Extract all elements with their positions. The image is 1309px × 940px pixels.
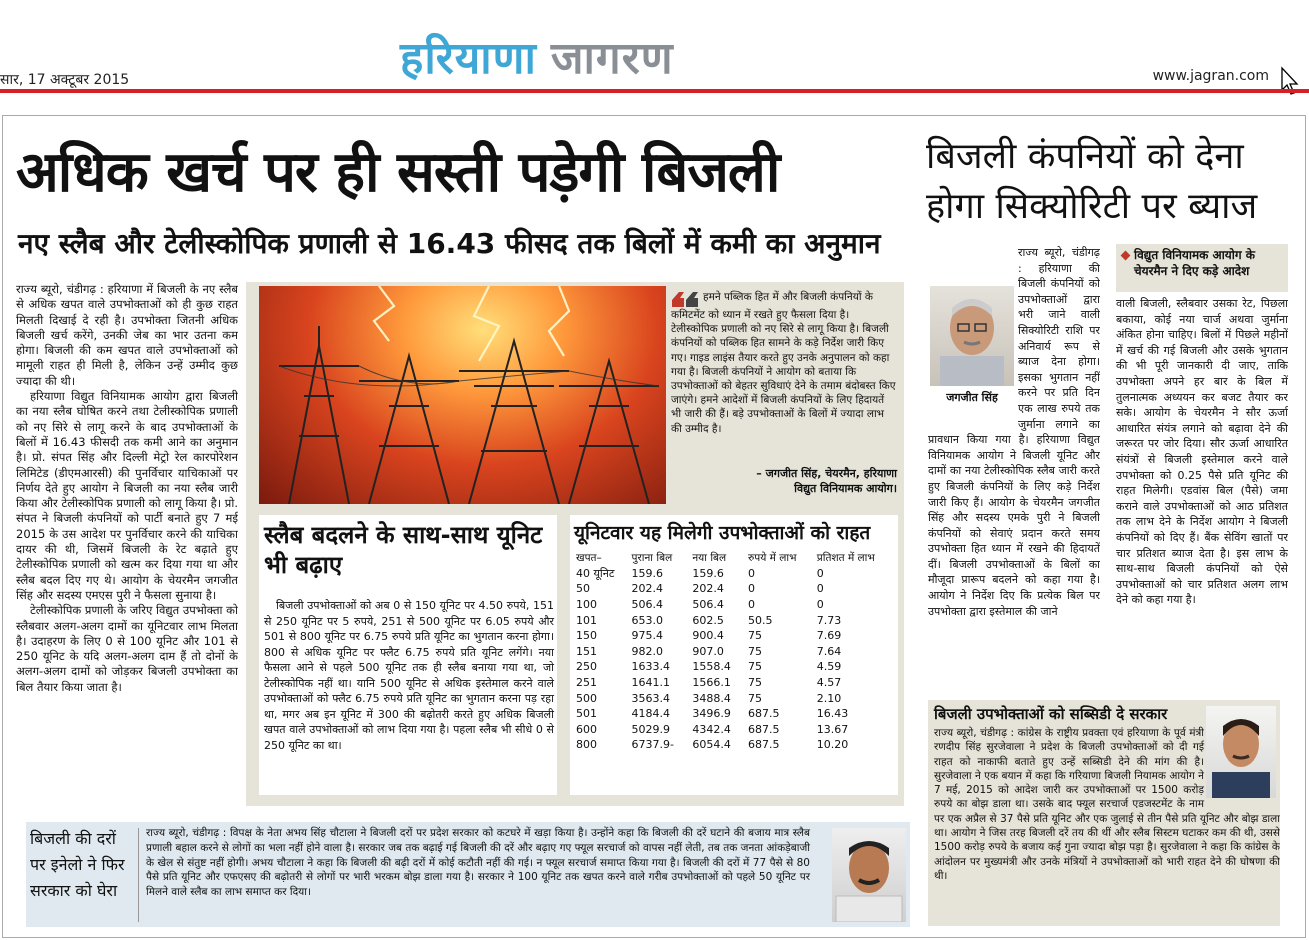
table-cell: 40 यूनिट [576, 566, 615, 580]
left-paragraph-1: राज्य ब्यूरो, चंडीगढ़ : हरियाणा में बिजली के नए स्लैब से अधिक खपत वाले उपभोक्ताओं को ही कुछ राहत मिलती दिखाई दे रही है। उपभोक्ता जितनी अधिक बिजली खर्च करेंगे, उनकी जेब का भार उतना कम होगा। बिजली की कम खपत वाले उपभोक्ताओं को मामूली राहत ही मिली है, लेकिन उन्हें उम्मीद कुछ ज्यादा की थी। [16, 282, 238, 388]
table-cell: 0 [816, 598, 824, 612]
table-cell: 75 [748, 629, 763, 643]
table-row [574, 581, 896, 597]
table-cell: 75 [748, 676, 763, 690]
table-cell: 159.6 [692, 566, 724, 580]
table-row [574, 737, 896, 753]
website-link[interactable]: www.jagran.com [1152, 68, 1269, 84]
table-row [574, 722, 896, 738]
table-cell: 0 [748, 582, 756, 596]
table-cell: 4342.4 [692, 722, 731, 736]
left-column [16, 282, 238, 812]
relief-table-body [574, 566, 896, 753]
table-cell: 1566.1 [692, 676, 731, 690]
relief-table-heading: यूनिटवार यह मिलेगी उपभोक्ताओं को राहत [574, 522, 871, 544]
col-header: पुराना बिल [631, 551, 673, 564]
table-cell: 10.20 [816, 738, 849, 752]
table-cell: 4.57 [816, 676, 842, 690]
quote-text: हमने पब्लिक हित में और बिजली कंपनियों के कमिटमेंट को ध्यान में रखते हुए फैसला दिया है। टेलीस्कोपिक प्रणाली को नए सिरे से लागू किया है। बिजली कंपनियों को पब्लिक हित सामने के कड़े निर्देश जारी किए गए। गाइड लाइंस तैयार करते हुए उनके अनुपालन को कहा गया है। बिजली कंपनियों ने आयोग को बताया कि उपभोक्ताओं को बेहतर सुविधाएं देने के तमाम बंदोबस्त किए जाएंगे। हमने आदेशों में बिजली कंपनियों के लिए हिदायतें भी जारी की हैं। बड़े उपभोक्ताओं के बिलों में ज्यादा लाभ की उम्मीद है। [671, 291, 896, 435]
table-cell: 600 [576, 722, 597, 736]
table-cell: 6054.4 [692, 738, 731, 752]
table-cell: 975.4 [631, 629, 663, 643]
table-cell: 101 [576, 613, 597, 627]
quote-signature [671, 466, 897, 496]
table-cell: 50.5 [748, 613, 773, 627]
main-headline: अधिक खर्च पर ही सस्ती पड़ेगी बिजली [16, 140, 780, 205]
table-cell: 251 [576, 676, 597, 690]
table-cell: 687.5 [748, 722, 780, 736]
table-row [574, 628, 896, 644]
table-cell: 3563.4 [631, 691, 670, 705]
photo-float-space [1204, 726, 1280, 800]
relief-table-wrap [574, 550, 896, 753]
table-row [574, 706, 896, 722]
table-cell: 687.5 [748, 738, 780, 752]
table-row [574, 675, 896, 691]
inld-headline-line3: सरकार को घेरा [30, 881, 118, 900]
inld-headline [30, 826, 134, 904]
table-cell: 506.4 [692, 598, 724, 612]
col-header: खपत– [576, 551, 602, 564]
chairman-order-text: विद्युत विनियामक आयोग के चेयरमैन ने दिए कड़े आदेश [1134, 248, 1256, 278]
table-cell: 0 [748, 598, 756, 612]
table-row [574, 612, 896, 628]
table-cell: 4.59 [816, 660, 842, 674]
table-cell: 16.43 [816, 707, 849, 721]
table-cell: 501 [576, 707, 597, 721]
right-headline: बिजली कंपनियों को देना होगा सिक्योरिटी पर ब्याज [926, 136, 1258, 227]
table-cell: 6737.9- [631, 738, 674, 752]
table-cell: 602.5 [692, 613, 724, 627]
table-cell: 250 [576, 660, 597, 674]
inld-headline-line1: बिजली की दरों [30, 829, 116, 848]
power-tower-photo [259, 286, 666, 504]
table-cell: 7.69 [816, 629, 842, 643]
relief-table-header-row [574, 550, 896, 566]
table-cell: 2.10 [816, 691, 842, 705]
table-cell: 653.0 [631, 613, 663, 627]
table-cell: 900.4 [692, 629, 724, 643]
subsidy-column [934, 726, 1280, 922]
photo-caption: जगजीत सिंह [946, 391, 998, 404]
table-cell: 0 [816, 582, 824, 596]
brand-part1: हरियाणा [400, 33, 537, 84]
table-row [574, 644, 896, 660]
subsidy-headline: बिजली उपभोक्ताओं को सब्सिडी दे सरकार [934, 705, 1168, 723]
table-cell: 907.0 [692, 644, 724, 658]
table-row [574, 659, 896, 675]
table-cell: 7.73 [816, 613, 842, 627]
quote-signature-line2: विद्युत विनियामक आयोग। [794, 482, 897, 495]
inld-headline-line2: पर इनेलो ने फिर [30, 855, 125, 874]
col-header: नया बिल [692, 551, 727, 564]
table-row [574, 566, 896, 582]
table-cell: 4184.4 [631, 707, 670, 721]
quote-signature-line1: – जगजीत सिंह, चेयरमैन, हरियाणा [756, 467, 897, 480]
table-cell: 100 [576, 598, 597, 612]
table-cell: 7.64 [816, 644, 842, 658]
inld-text: राज्य ब्यूरो, चंडीगढ़ : विपक्ष के नेता अभय सिंह चौटाला ने बिजली दरों पर प्रदेश सरकार को कटघरे में खड़ा किया है। उन्होंने कहा कि बिजली की दरें घटाने की बजाय मात्र स्लैब प्रणाली बहाल करने से लोगों का भला नहीं होने वाला है। सरकार जब तक बढ़ाई गई बिजली की दरें और बढ़ाए गए फ्यूल सरचार्ज को वापस नहीं लेती, तब तक जनता आंकड़ेबाजी के खेल से संतुष्ट नहीं होगी। अभय चौटाला ने कहा कि बिजली की बढ़ी दरों में कोई कटौती नहीं की गई। न फ्यूल सरचार्ज समाप्त किया गया है। बिजली की दरों में 77 पैसे से 80 पैसे प्रति यूनिट और एफएसए की बढ़ोतरी से लोगों पर भारी भरकम बोझ डाला गया है। सरकार ने 100 यूनिट तक खपत करने वाले गरीब उपभोक्ताओं को पहले 50 यूनिट पर मिलने वाले स्लैब का लाभ समाप्त कर दिया। [146, 827, 810, 899]
table-cell: 5029.9 [631, 722, 670, 736]
table-cell: 50 [576, 582, 590, 596]
table-cell: 202.4 [631, 582, 663, 596]
table-cell: 75 [748, 644, 763, 658]
chautala-photo [832, 828, 906, 922]
header-rule [0, 89, 1309, 93]
relief-table [574, 550, 896, 753]
table-cell: 3488.4 [692, 691, 731, 705]
table-cell: 151 [576, 644, 597, 658]
table-cell: 687.5 [748, 707, 780, 721]
right-column-2: वाली बिजली, स्लैबवार उसका रेट, पिछला बकाया, कोई नया चार्ज अथवा जुर्माना अंकित होना चाहिए। बिलों में पिछले महीनों में खर्च की गई बिजली और उसके भुगतान की भी पूरी जानकारी दी जाए, ताकि उपभोक्ता अपने हर बार के बिल में तुलनात्मक अध्ययन कर बजट तैयार कर सके। आयोग के चेयरमैन ने सौर ऊर्जा आधारित संयंत्र लगाने को बढ़ावा देने की जरूरत पर जोर दिया। सौर ऊर्जा आधारित संयंत्रों से बिजली इस्तेमाल करने वाले उपभोक्ता को 0.25 पैसे प्रति यूनिट की राहत मिलेगी। एडवांस बिल (पैसे) जमा कराने वाले उपभोक्ताओं को आठ प्रतिशत तक लाभ देने के निर्देश आयोग ने बिजली कंपनियों को दिए हैं। बैंक सेविंग खातों पर चार प्रतिशत ब्याज देता है। इस लाभ के साथ-साथ बिजली कंपनियों को ऐसे उपभोक्ताओं को चार प्रतिशत अलग लाभ देने को कहा गया है। [1116, 297, 1288, 607]
main-subheadline: नए स्लैब और टेलीस्कोपिक प्रणाली से 16.43 फीसद तक बिलों में कमी का अनुमान [18, 227, 881, 260]
table-cell: 13.67 [816, 722, 849, 736]
table-cell: 982.0 [631, 644, 663, 658]
table-row [574, 690, 896, 706]
transmission-towers-illustration [259, 286, 666, 504]
table-cell: 0 [816, 566, 824, 580]
table-cell: 1641.1 [631, 676, 670, 690]
col-header: रुपये में लाभ [748, 551, 797, 564]
table-cell: 500 [576, 691, 597, 705]
left-paragraph-3: टेलीस्कोपिक प्रणाली के जरिए विद्युत उपभोक्ता को स्लैबवार अलग-अलग दामों का यूनिटवार लाभ मिलता है। उदाहरण के लिए 0 से 100 यूनिट और 101 से 250 यूनिट के यदि अलग-अलग दाम हैं तो दोनों के अलग-अलग दामों को जोड़कर बिजली उपभोक्ता का बिल तैयार किया जाता है। [16, 603, 238, 694]
chairman-order-label [1116, 244, 1288, 292]
table-cell: 150 [576, 629, 597, 643]
table-cell: 159.6 [631, 566, 663, 580]
chairman-quote [671, 290, 897, 436]
table-row [574, 597, 896, 613]
table-cell: 0 [748, 566, 756, 580]
table-cell: 75 [748, 660, 763, 674]
photo-float-space [928, 245, 1018, 423]
right-column-1 [928, 245, 1100, 685]
portrait-illustration [832, 828, 906, 922]
table-cell: 506.4 [631, 598, 663, 612]
left-paragraph-2: हरियाणा विद्युत विनियामक आयोग द्वारा बिजली का नया स्लैब घोषित करने तथा टेलीस्कोपिक प्रणाली को नए सिरे से लागू करने के बाद उपभोक्ताओं के बिलों में 16.43 फीसदी तक कमी आने का अनुमान है। प्रो. संपत सिंह और दिल्ली मेट्रो रेल कारपोरेशन लिमिटेड (डीएमआरसी) की पुनर्विचार याचिकाओं पर निर्णय देते हुए आयोग ने बिजली का नया स्लैब जारी किया और टेलीस्कोपिक प्रणाली को लागू किया है। प्रो. संपत ने बिजली कंपनियों को पार्टी बनाते हुए 7 मई 2015 के उस आदेश पर पुनर्विचार करने की याचिका दायर की थी, जिसमें बिजली के रेट बढ़ाते हुए टेलीस्कोपिक प्रणाली को खत्म कर दिया गया था और स्लैब बदल दिए गए थे। आयोग के चेयरमैन जगजीत सिंह और सदस्य एमएस पुरी ने फैसला सुनाया है। [16, 389, 238, 602]
table-cell: 800 [576, 738, 597, 752]
right-column-1-text: राज्य ब्यूरो, चंडीगढ़ : हरियाणा की बिजली कंपनियों को उपभोक्ताओं द्वारा भरी जाने वाली सिक्योरिटी राशि पर अनिवार्य रूप से ब्याज देना होगा। इसका भुगतान नहीं करने पर प्रति दिन एक लाख रुपये तक जुर्माना लगाने का प्रावधान किया गया है। हरियाणा विद्युत विनियामक आयोग ने बिजली यूनिट और दामों का नया टेलीस्कोपिक स्लैब जारी करते हुए बिजली कंपनियों के लिए कड़े निर्देश जारी किए हैं। आयोग के चेयरमैन जगजीत सिंह और सदस्य एमके पुरी ने बिजली कंपनियों को सेवाएं प्रदान करते समय उपभोक्ता हित ध्यान में रखने की हिदायतें दीं। बिजली उपभोक्ताओं के बिलों का मौजूदा प्रारूप बदलने को कहा गया है। आयोग ने निर्देश दिए कि प्रत्येक बिल पर उपभोक्ता द्वारा इस्तेमाल की जाने [928, 246, 1100, 618]
slab-box-text: बिजली उपभोक्ताओं को अब 0 से 150 यूनिट पर 4.50 रुपये, 151 से 250 यूनिट पर 5 रुपये, 251 से 500 यूनिट पर 6.05 रुपये और 501 से 800 यूनिट पर 6.75 रुपये प्रति यूनिट का भुगतान करना होगा। 800 से अधिक यूनिट पर फ्लैट 6.75 रुपये प्रति यूनिट लगेंगे। नया फैसला आने से पहले 500 यूनिट तक ही स्लैब बनाया गया था, जो टेलीस्कोपिक नहीं था। यानि 500 यूनिट से अधिक इस्तेमाल करने वाले उपभोक्ताओं को फ्लैट 6.75 रुपये प्रति यूनिट का भुगतान करना पड़ रहा था, मगर अब इन यूनिट में 300 की बढ़ोतरी करते हुए अधिक बिजली खपत वाले उपभोक्ताओं को लाभ दिया गया है। पहला स्लैब भी सीधे 0 से 250 यूनिट का था। [264, 599, 554, 752]
slab-box-heading: स्लैब बदलने के साथ-साथ यूनिट भी बढ़ाए [264, 521, 543, 579]
brand-part2: जागरण [550, 33, 674, 84]
table-cell: 1558.4 [692, 660, 731, 674]
table-cell: 202.4 [692, 582, 724, 596]
subsidy-text: राज्य ब्यूरो, चंडीगढ़ : कांग्रेस के राष्ट्रीय प्रवक्ता एवं हरियाणा के पूर्व मंत्री रणदीप सिंह सुरजेवाला ने प्रदेश के बिजली उपभोक्ताओं को दी गई राहत को नाकाफी बताते हुए उन्हें सब्सिडी देने की मांग की है। सुरजेवाला ने एक बयान में कहा कि गरियाणा बिजली नियामक आयोग ने 7 मई, 2015 को आदेश जारी कर उपभोक्ताओं पर 1500 करोड़ रुपये का बोझ डाला था। उसके बाद फ्यूल सरचार्ज एडजस्टमेंट के नाम पर एक अप्रैल से 37 पैसे प्रति यूनिट और एक जुलाई से तीन पैसे प्रति यूनिट और बोझ डाला था। आयोग ने जिस तरह बिजली दरें तय की थीं और स्लैब सिस्टम घटाकर कम की थी, उससे 1500 करोड़ रुपये के बजाय कई गुना ज्यादा बोझ पड़ा है। सुरजेवाला ने कहा कि कांग्रेस के आंदोलन पर मुख्यमंत्री और उनके मंत्रियों ने उपभोक्ताओं को भारी राहत देने की घोषणा की थी। [934, 727, 1280, 882]
col-header: प्रतिशत में लाभ [816, 551, 875, 564]
table-cell: 1633.4 [631, 660, 670, 674]
brand-logo [400, 26, 674, 86]
table-cell: 75 [748, 691, 763, 705]
table-cell: 3496.9 [692, 707, 731, 721]
dateline: सार, 17 अक्टूबर 2015 [0, 72, 130, 88]
quote-icon [671, 290, 699, 308]
inld-divider [138, 828, 139, 922]
